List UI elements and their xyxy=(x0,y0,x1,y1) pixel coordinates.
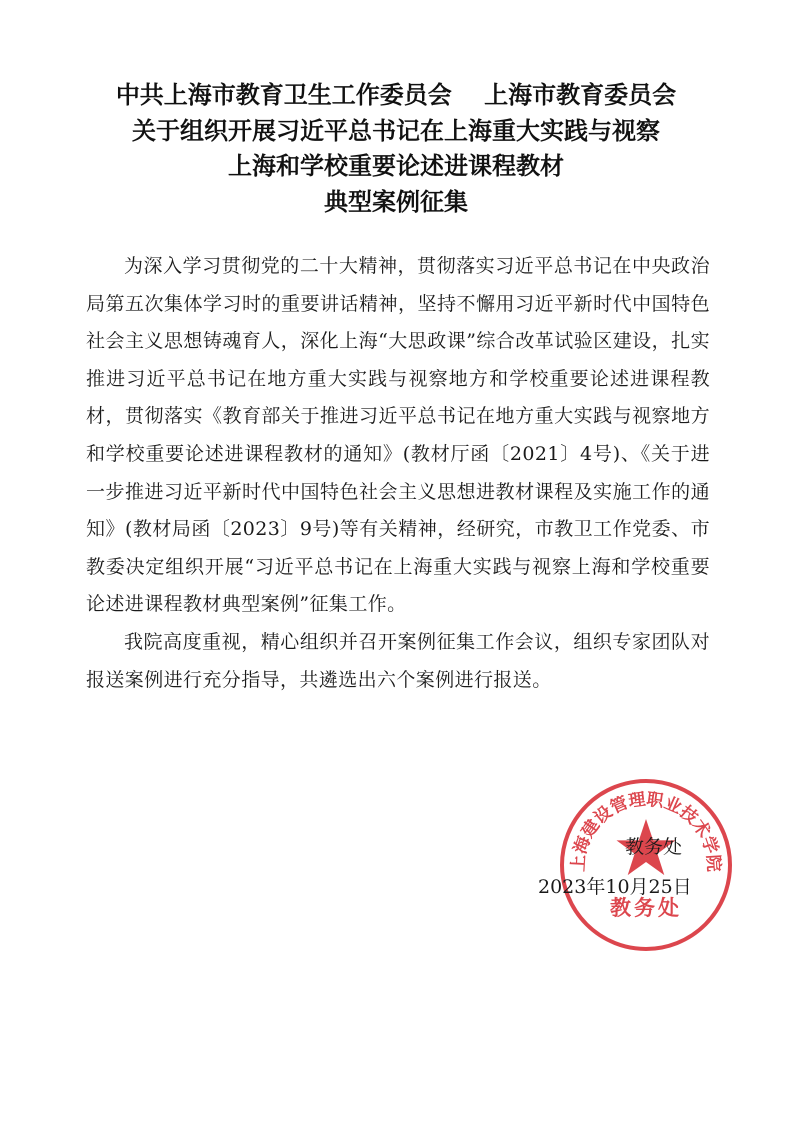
title-line-2: 关于组织开展习近平总书记在上海重大实践与视察 xyxy=(132,116,660,145)
document-title xyxy=(0,78,792,220)
title-line-3: 上海和学校重要论述进课程教材 xyxy=(228,152,564,180)
document-body xyxy=(86,248,710,699)
signature-department: 教务处 xyxy=(625,836,683,858)
signature-date: 2023年10月25日 xyxy=(538,876,692,898)
official-seal-stamp xyxy=(558,777,734,953)
seal-inner-text: 教务处 xyxy=(610,896,682,920)
body-paragraph-1: 为深入学习贯彻党的二十大精神，贯彻落实习近平总书记在中央政治局第五次集体学习时的重要讲话精神，坚持不懈用习近平新时代中国特色社会主义思想铸魂育人，深化上海“大思政课”综合改革试验区建设，扎实推进习近平总书记在地方重大实践与视察地方和学校重要论述进课程教材，贯彻落实《教育部关于推进习近平总书记在地方重大实践与视察地方和学校重要论述进课程教材的通知》(教材厅函〔2021〕4号)、《关于进一步推进习近平新时代中国特色社会主义思想进教材课程及实施工作的通知》(教材局函〔2023〕9号)等有关精神，经研究，市教卫工作党委、市教委决定组织开展“习近平总书记在上海重大实践与视察上海和学校重要论述进课程教材典型案例”征集工作。 xyxy=(86,255,710,616)
seal-outer-text: 上海建设管理职业技术学院 xyxy=(568,789,724,873)
title-line-4: 典型案例征集 xyxy=(324,187,468,216)
body-paragraph-2: 我院高度重视，精心组织并召开案例征集工作会议，组织专家团队对报送案例进行充分指导，共遴选出六个案例进行报送。 xyxy=(86,630,710,691)
title-line-1: 中共上海市教育卫生工作委员会 上海市教育委员会 xyxy=(115,81,677,109)
